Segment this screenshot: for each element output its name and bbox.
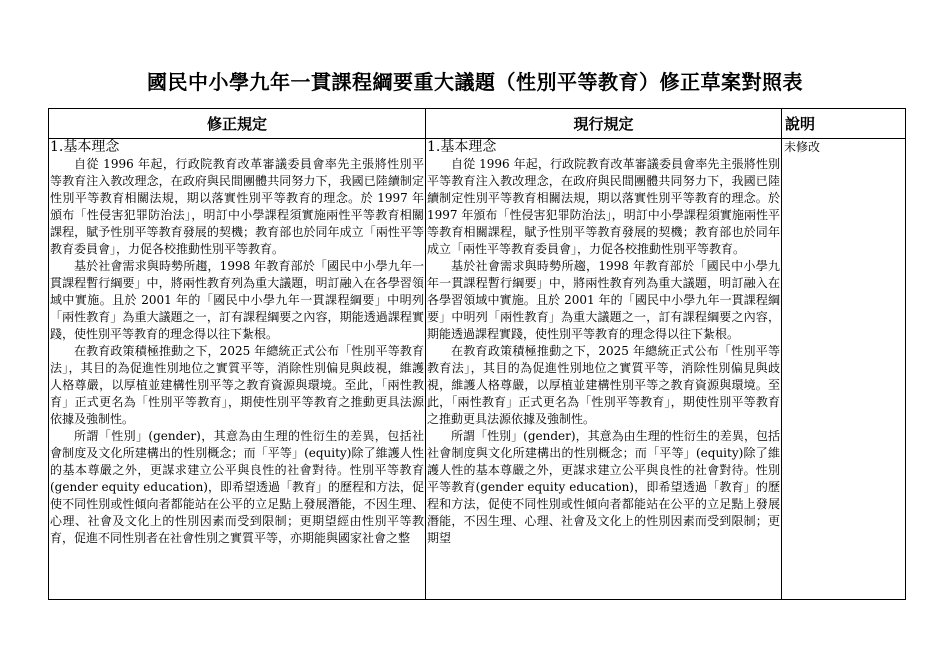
header-revised: 修正規定 bbox=[49, 109, 426, 139]
comparison-table bbox=[48, 108, 906, 600]
current-section-title: 1.基本理念 bbox=[427, 139, 497, 155]
table-header-row bbox=[49, 109, 906, 139]
revised-paragraph: 在教育政策積極推動之下，2025 年總統正式公布「性別平等教育法」，其目的為促進性別地位之實質平等，消除性別偏見與歧視，維護人格尊嚴，以厚植並建構性別平等之教育資源與環境。至此，「兩性教育」正式更名為「性別平等教育」，期使性別平等教育之推動更具法源依據及強制性。 bbox=[50, 344, 424, 426]
current-paragraph: 自從 1996 年起，行政院教育改革審議委員會率先主張將性別平等教育注入教改理念，在政府與民間團體共同努力下，我國已陸續制定性別平等教育相關法規，期以落實性別平等教育的理念。於 1997 年頒布「性侵害犯罪防治法」，明訂中小學課程須實施兩性平等教育相關課程，賦予性別平等教育發展的契機；教育部也於同年成立「兩性平等教育委員會」，力促各校推動性別平等教育。 bbox=[427, 157, 780, 256]
revised-cell bbox=[49, 139, 426, 600]
current-paragraph: 所謂「性別」(gender)，其意為由生理的性衍生的差異，包括社會制度與文化所建構出的性別概念；而「平等」(equity)除了維護人性的基本尊嚴之外，更謀求建立公平與良性的社會對待。性別平等教育(gender equity education)，即希望透過「教育」的歷程和方法，促使不同性別或性傾向者都能站在公平的立足點上發展潛能，不因生理、心理、社會及文化上的性別因素而受到限制；更期望 bbox=[427, 429, 780, 545]
revised-paragraph: 自從 1996 年起，行政院教育改革審議委員會率先主張將性別平等教育注入教改理念，在政府與民間團體共同努力下，我國已陸續制定性別平等教育相關法規，期以落實性別平等教育的理念。於 1997 年頒布「性侵害犯罪防治法」，明訂中小學課程須實施兩性平等教育相關課程，賦予性別平等教育發展的契機；教育部也於同年成立「兩性平等教育委員會」，力促各校推動性別平等教育。 bbox=[50, 157, 424, 256]
header-current: 現行規定 bbox=[426, 109, 782, 139]
revised-paragraph: 所謂「性別」(gender)，其意為由生理的性衍生的差異，包括社會制度及文化所建構出的性別概念；而「平等」(equity)除了維護人性的基本尊嚴之外，更謀求建立公平與良性的社會對待。性別平等教育(gender equity education)，即希望透過「教育」的歷程和方法，促使不同性別或性傾向者都能站在公平的立足點上發展潛能，不因生理、心理、社會及文化上的性別因素而受到限制；更期望經由性別平等教育，促進不同性別者在社會性別之實質平等，亦期能與國家社會之整 bbox=[50, 429, 424, 545]
note-cell bbox=[782, 139, 906, 600]
table-row bbox=[49, 139, 906, 600]
revised-paragraph: 基於社會需求與時勢所趨，1998 年教育部於「國民中小學九年一貫課程暫行綱要」中，將兩性教育列為重大議題，明訂融入在各學習領域中實施。且於 2001 年的「國民中小學九年一貫課程綱要」中明列「兩性教育」為重大議題之一，訂有課程綱要之內容，期能透過課程實踐，使性別平等教育的理念得以往下紮根。 bbox=[50, 259, 424, 341]
note-text: 未修改 bbox=[784, 140, 821, 154]
current-cell bbox=[426, 139, 782, 600]
revised-section-title: 1.基本理念 bbox=[50, 139, 120, 155]
current-paragraph: 基於社會需求與時勢所趨，1998 年教育部於「國民中小學九年一貫課程暫行綱要」中，將兩性教育列為重大議題，明訂融入在各學習領域中實施。且於 2001 年的「國民中小學九年一貫課程綱要」中明列「兩性教育」為重大議題之一，訂有課程綱要之內容，期能透過課程實踐，使性別平等教育的理念得以往下紮根。 bbox=[427, 259, 780, 341]
page-title: 國民中小學九年一貫課程綱要重大議題（性別平等教育）修正草案對照表 bbox=[147, 70, 803, 94]
header-note: 說明 bbox=[782, 109, 906, 139]
current-paragraph: 在教育政策積極推動之下，2025 年總統正式公布「性別平等教育法」，其目的為促進性別地位之實質平等，消除性別偏見與歧視，維護人格尊嚴，以厚植並建構性別平等之教育資源與環境。至此，「兩性教育」正式更名為「性別平等教育」，期使性別平等教育之推動更具法源依據及強制性。 bbox=[427, 344, 780, 426]
